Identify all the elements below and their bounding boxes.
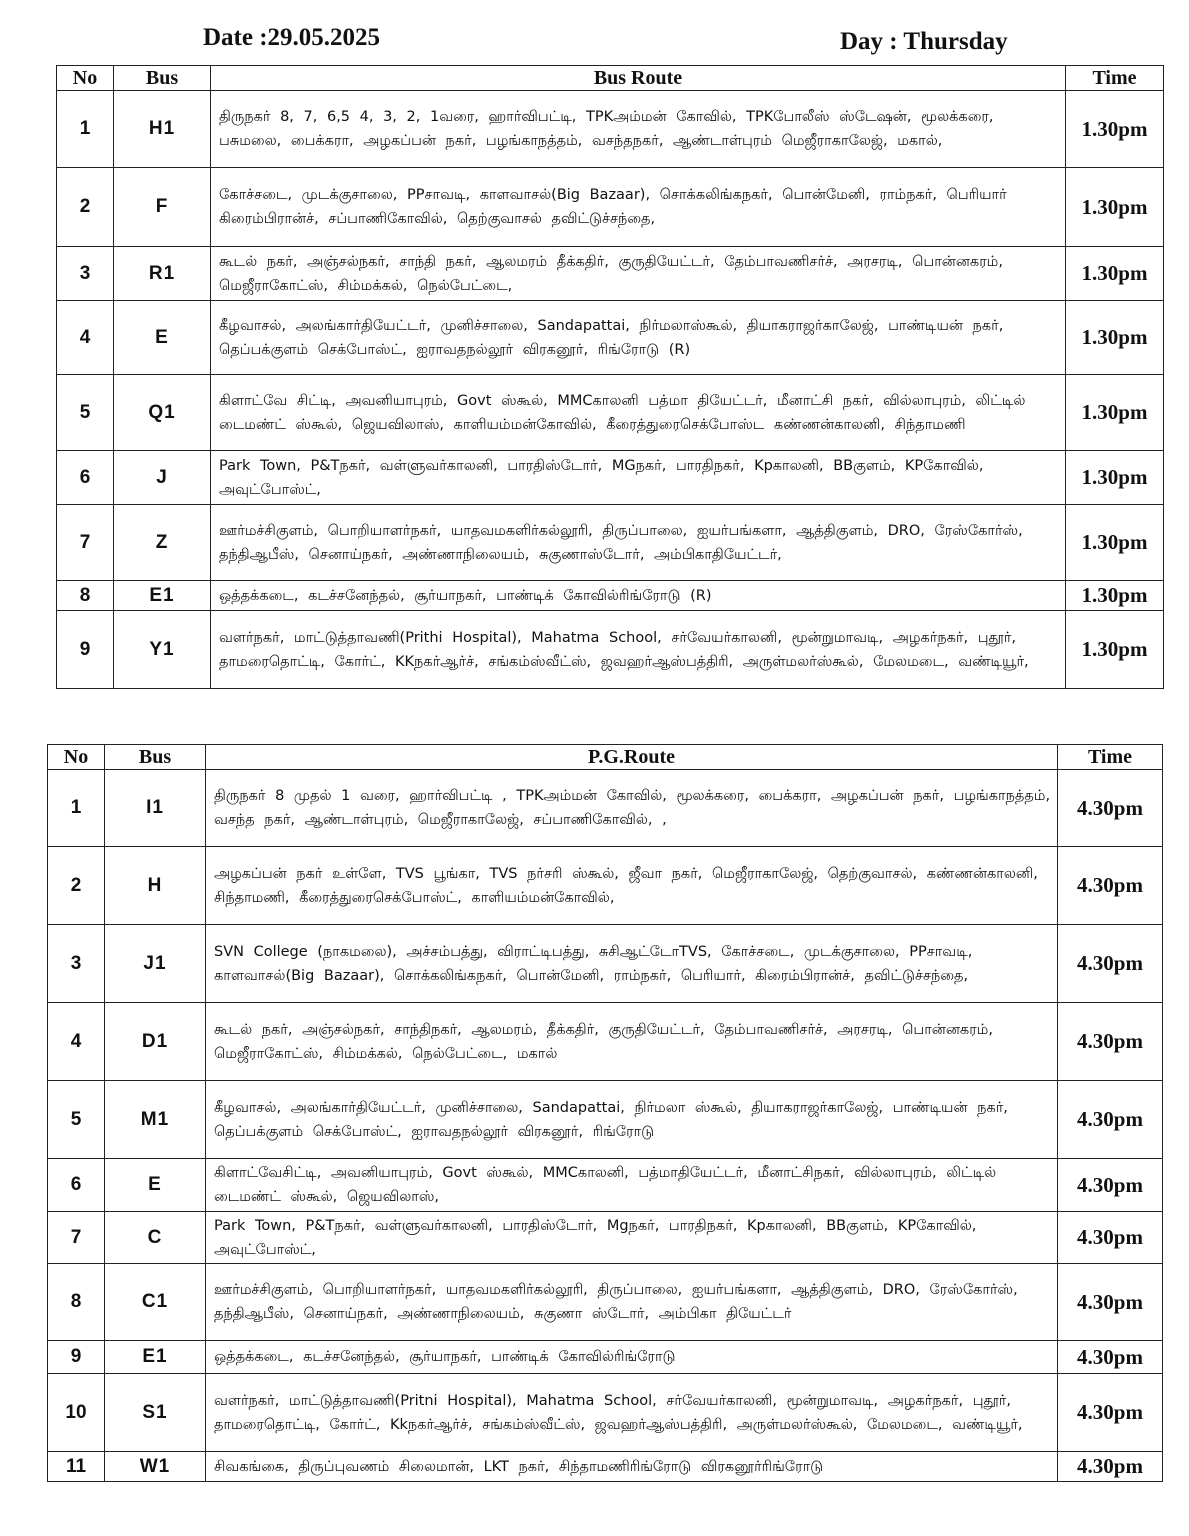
row-time: 4.30pm <box>1058 1003 1163 1081</box>
ug-bus-route-table <box>56 65 1164 689</box>
row-bus: Z <box>114 505 211 581</box>
row-route: வளர்நகர், மாட்டுத்தாவணி(Prithi Hospital), Mahatma School, சர்வேயர்காலனி, மூன்றுமாவடி, அழகர்நகர், புதூர், தாமரைதொட்டி, கோர்ட், KKநகர்ஆர்ச், சங்கம்ஸ்வீட்ஸ், ஜவஹர்ஆஸ்பத்திரி, அருள்மலர்ஸ்கூல், மேலமடை, வண்டியூர், <box>211 611 1066 689</box>
row-no: 6 <box>57 451 114 505</box>
row-time: 4.30pm <box>1058 1341 1163 1374</box>
header-time: Time <box>1058 745 1163 770</box>
row-time: 4.30pm <box>1058 770 1163 847</box>
table-row <box>57 581 1164 611</box>
table-row <box>48 1452 1163 1482</box>
row-route: அழகப்பன் நகர் உள்ளே, TVS பூங்கா, TVS நர்சரி ஸ்கூல், ஜீவா நகர், மெஜீராகாலேஜ், தெற்குவாசல், கண்ணன்காலனி, சிந்தாமணி, கீரைத்துரைசெக்போஸ்ட், காளியம்மன்கோவில், <box>206 847 1058 925</box>
row-bus: Y1 <box>114 611 211 689</box>
header-time: Time <box>1066 66 1164 91</box>
table-row <box>48 1081 1163 1159</box>
row-bus: Q1 <box>114 375 211 451</box>
row-time: 4.30pm <box>1058 847 1163 925</box>
table-row <box>48 1003 1163 1081</box>
row-time: 4.30pm <box>1058 1081 1163 1159</box>
row-bus: J <box>114 451 211 505</box>
row-time: 1.30pm <box>1066 451 1164 505</box>
row-bus: E1 <box>105 1341 206 1374</box>
table-row <box>48 1212 1163 1264</box>
pg-bus-route-table <box>47 744 1163 1482</box>
row-no: 3 <box>48 925 105 1003</box>
row-no: 11 <box>48 1452 105 1482</box>
row-bus: H <box>105 847 206 925</box>
row-time: 4.30pm <box>1058 1452 1163 1482</box>
row-route: ஊர்மச்சிகுளம், பொறியாளர்நகர், யாதவமகளிர்கல்லூரி, திருப்பாலை, ஐயர்பங்களா, ஆத்திகுளம், DRO, ரேஸ்கோர்ஸ், தந்திஆபீஸ், செனாய்நகர், அண்ணாநிலையம், சுகுணாஸ்டோர், அம்பிகாதியேட்டர், <box>211 505 1066 581</box>
row-no: 9 <box>48 1341 105 1374</box>
header-bus: Bus <box>114 66 211 91</box>
table-row <box>48 770 1163 847</box>
row-route: ஒத்தக்கடை, கடச்சனேந்தல், சூர்யாநகர், பாண்டிக் கோவில்ரிங்ரோடு (R) <box>211 581 1066 611</box>
row-no: 4 <box>48 1003 105 1081</box>
row-bus: C <box>105 1212 206 1264</box>
row-no: 5 <box>48 1081 105 1159</box>
row-time: 4.30pm <box>1058 1212 1163 1264</box>
row-route: ஊர்மச்சிகுளம், பொறியாளர்நகர், யாதவமகளிர்கல்லூரி, திருப்பாலை, ஐயர்பங்களா, ஆத்திகுளம், DRO, ரேஸ்கோர்ஸ், தந்திஆபீஸ், செனாய்நகர், அண்ணாநிலையம், சுகுணா ஸ்டோர், அம்பிகா தியேட்டர் <box>206 1264 1058 1341</box>
row-bus: E1 <box>114 581 211 611</box>
row-bus: J1 <box>105 925 206 1003</box>
row-time: 1.30pm <box>1066 375 1164 451</box>
row-bus: R1 <box>114 247 211 301</box>
header-route: P.G.Route <box>206 745 1058 770</box>
row-route: வளர்நகர், மாட்டுத்தாவணி(Pritni Hospital), Mahatma School, சர்வேயர்காலனி, மூன்றுமாவடி, அழகர்நகர், புதூர், தாமரைதொட்டி, கோர்ட், Kkநகர்ஆர்ச், சங்கம்ஸ்வீட்ஸ், ஜவஹர்ஆஸ்பத்திரி, அருள்மலர்ஸ்கூல், மேலமடை, வண்டியூர், <box>206 1374 1058 1452</box>
row-route: திருநகர் 8, 7, 6,5 4, 3, 2, 1வரை, ஹார்விபட்டி, TPKஅம்மன் கோவில், TPKபோலீஸ் ஸ்டேஷன், மூலக்கரை, பசுமலை, பைக்கரா, அழகப்பன் நகர், பழங்காநத்தம், வசந்தநகர், ஆண்டாள்புரம் மெஜீராகாலேஜ், மகால், <box>211 91 1066 168</box>
row-time: 1.30pm <box>1066 91 1164 168</box>
row-no: 4 <box>57 301 114 375</box>
table-row <box>48 1374 1163 1452</box>
table-row <box>48 847 1163 925</box>
header-route: Bus Route <box>211 66 1066 91</box>
row-no: 9 <box>57 611 114 689</box>
row-no: 7 <box>57 505 114 581</box>
row-route: சிவகங்கை, திருப்புவணம் சிலைமான், LKT நகர், சிந்தாமணிரிங்ரோடு விரகனூர்ரிங்ரோடு <box>206 1452 1058 1482</box>
row-time: 1.30pm <box>1066 168 1164 247</box>
row-bus: D1 <box>105 1003 206 1081</box>
row-route: Park Town, P&Tநகர், வள்ளுவர்காலனி, பாரதிஸ்டோர், Mgநகர், பாரதிநகர், Kpகாலனி, BBகுளம், KPகோவில், அவுட்போஸ்ட், <box>206 1212 1058 1264</box>
row-route: ஒத்தக்கடை, கடச்சனேந்தல், சூர்யாநகர், பாண்டிக் கோவில்ரிங்ரோடு <box>206 1341 1058 1374</box>
row-route: SVN College (நாகமலை), அச்சம்பத்து, விராட்டிபத்து, சுசிஆட்டோTVS, கோச்சடை, முடக்குசாலை, PPசாவடி, காளவாசல்(Big Bazaar), சொக்கலிங்கநகர், பொன்மேனி, ராம்நகர், பெரியார், கிரைம்பிரான்ச், தவிட்டுச்சந்தை, <box>206 925 1058 1003</box>
row-no: 8 <box>48 1264 105 1341</box>
row-time: 4.30pm <box>1058 1374 1163 1452</box>
row-route: கிளாட்வே சிட்டி, அவனியாபுரம், Govt ஸ்கூல், MMCகாலனி பத்மா தியேட்டர், மீனாட்சி நகர், வில்லாபுரம், லிட்டில் டைமண்ட் ஸ்கூல், ஜெயவிலாஸ், காளியம்மன்கோவில், கீரைத்துரைசெக்போஸ்ட கண்ணன்காலனி, சிந்தாமணி <box>211 375 1066 451</box>
table-row <box>57 91 1164 168</box>
table-row <box>57 451 1164 505</box>
row-route: கோச்சடை, முடக்குசாலை, PPசாவடி, காளவாசல்(Big Bazaar), சொக்கலிங்கநகர், பொன்மேனி, ராம்நகர், பெரியார் கிரைம்பிரான்ச், சப்பாணிகோவில், தெற்குவாசல் தவிட்டுச்சந்தை, <box>211 168 1066 247</box>
row-bus: W1 <box>105 1452 206 1482</box>
row-time: 1.30pm <box>1066 611 1164 689</box>
table-header-row <box>48 745 1163 770</box>
row-time: 1.30pm <box>1066 581 1164 611</box>
table-header-row <box>57 66 1164 91</box>
table-row <box>48 1341 1163 1374</box>
date-label: Date :29.05.2025 <box>203 24 381 51</box>
header-no: No <box>48 745 105 770</box>
row-time: 4.30pm <box>1058 925 1163 1003</box>
row-no: 2 <box>57 168 114 247</box>
row-bus: M1 <box>105 1081 206 1159</box>
row-time: 1.30pm <box>1066 301 1164 375</box>
row-bus: S1 <box>105 1374 206 1452</box>
table-row <box>48 1264 1163 1341</box>
row-route: திருநகர் 8 முதல் 1 வரை, ஹார்விபட்டி , TPKஅம்மன் கோவில், மூலக்கரை, பைக்கரா, அழகப்பன் நகர், பழங்காநத்தம், வசந்த நகர், ஆண்டாள்புரம், மெஜீராகாலேஜ், சப்பாணிகோவில், , <box>206 770 1058 847</box>
row-route: கீழவாசல், அலங்கார்தியேட்டர், முனிச்சாலை, Sandapattai, நிர்மலா ஸ்கூல், தியாகராஜர்காலேஜ், பாண்டியன் நகர், தெப்பக்குளம் செக்போஸ்ட், ஐராவதநல்லூர் விரகனூர், ரிங்ரோடு <box>206 1081 1058 1159</box>
row-route: Park Town, P&Tநகர், வள்ளுவர்காலனி, பாரதிஸ்டோர், MGநகர், பாரதிநகர், Kpகாலனி, BBகுளம், KPகோவில், அவுட்போஸ்ட், <box>211 451 1066 505</box>
row-time: 1.30pm <box>1066 505 1164 581</box>
row-no: 10 <box>48 1374 105 1452</box>
row-bus: H1 <box>114 91 211 168</box>
table-row <box>57 168 1164 247</box>
row-time: 4.30pm <box>1058 1264 1163 1341</box>
row-bus: I1 <box>105 770 206 847</box>
table-row <box>48 925 1163 1003</box>
row-no: 3 <box>57 247 114 301</box>
row-no: 7 <box>48 1212 105 1264</box>
row-bus: C1 <box>105 1264 206 1341</box>
row-time: 4.30pm <box>1058 1159 1163 1212</box>
table-row <box>57 505 1164 581</box>
row-no: 1 <box>57 91 114 168</box>
row-no: 5 <box>57 375 114 451</box>
row-no: 1 <box>48 770 105 847</box>
day-label: Day : Thursday <box>840 28 1008 55</box>
table-row <box>48 1159 1163 1212</box>
row-route: கிளாட்வேசிட்டி, அவனியாபுரம், Govt ஸ்கூல், MMCகாலனி, பத்மாதியேட்டர், மீனாட்சிநகர், வில்லாபுரம், லிட்டில் டைமண்ட் ஸ்கூல், ஜெயவிலாஸ், <box>206 1159 1058 1212</box>
row-time: 1.30pm <box>1066 247 1164 301</box>
row-no: 8 <box>57 581 114 611</box>
row-bus: E <box>114 301 211 375</box>
row-bus: F <box>114 168 211 247</box>
header-no: No <box>57 66 114 91</box>
row-no: 6 <box>48 1159 105 1212</box>
table-row <box>57 611 1164 689</box>
row-route: கீழவாசல், அலங்கார்தியேட்டர், முனிச்சாலை, Sandapattai, நிர்மலாஸ்கூல், தியாகராஜர்காலேஜ், பாண்டியன் நகர், தெப்பக்குளம் செக்போஸ்ட், ஐராவதநல்லூர் விரகனூர், ரிங்ரோடு (R) <box>211 301 1066 375</box>
row-bus: E <box>105 1159 206 1212</box>
row-route: கூடல் நகர், அஞ்சல்நகர், சாந்தி நகர், ஆலமரம் தீக்கதிர், குருதியேட்டர், தேம்பாவணிசர்ச், அரசரடி, பொன்னகரம், மெஜீராகோட்ஸ், சிம்மக்கல், நெல்பேட்டை, <box>211 247 1066 301</box>
table-row <box>57 375 1164 451</box>
table-row <box>57 247 1164 301</box>
table-row <box>57 301 1164 375</box>
row-route: கூடல் நகர், அஞ்சல்நகர், சாந்திநகர், ஆலமரம், தீக்கதிர், குருதியேட்டர், தேம்பாவணிசர்ச், அரசரடி, பொன்னகரம், மெஜீராகோட்ஸ், சிம்மக்கல், நெல்பேட்டை, மகால் <box>206 1003 1058 1081</box>
header-bus: Bus <box>105 745 206 770</box>
row-no: 2 <box>48 847 105 925</box>
